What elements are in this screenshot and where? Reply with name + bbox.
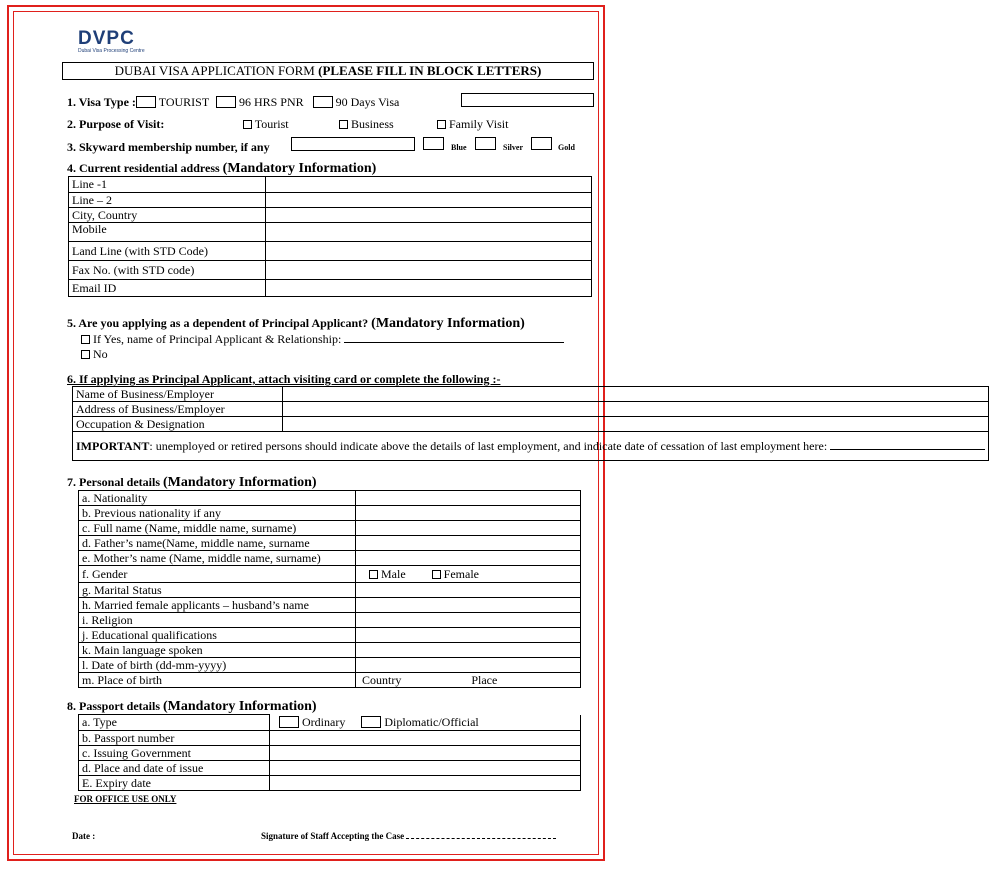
- table-row: Land Line (with STD Code): [69, 242, 592, 261]
- form-title: DUBAI VISA APPLICATION FORM (PLEASE FILL IN BLOCK LETTERS): [62, 62, 594, 80]
- q7-label: 7. Personal details (Mandatory Information): [67, 475, 317, 490]
- q1-visa-type: 1. Visa Type : TOURIST 96 HRS PNR 90 Days Visa: [67, 95, 400, 109]
- table-row: City, Country: [69, 208, 592, 223]
- silver-checkbox[interactable]: [475, 137, 496, 150]
- 96hrs-checkbox[interactable]: [216, 96, 236, 108]
- employer-name-input[interactable]: [283, 387, 989, 402]
- q2-business[interactable]: Business: [339, 117, 394, 131]
- religion-input[interactable]: [356, 613, 581, 628]
- q2-family[interactable]: Family Visit: [437, 117, 508, 131]
- dvpc-logo: DVPC Dubai Visa Processing Centre: [78, 28, 145, 54]
- table-row: Name of Business/Employer: [73, 387, 989, 402]
- previous-nationality-input[interactable]: [356, 506, 581, 521]
- personal-details-table: [78, 490, 581, 688]
- q5-yes-option[interactable]: If Yes, name of Principal Applicant & Relationship:: [81, 332, 564, 346]
- mobile-input[interactable]: [266, 223, 592, 242]
- table-row: d. Father’s name(Name, middle name, surname: [79, 536, 581, 551]
- date-label: Date :: [72, 831, 96, 841]
- fax-input[interactable]: [266, 261, 592, 280]
- nationality-input[interactable]: [356, 491, 581, 506]
- father-name-input[interactable]: [356, 536, 581, 551]
- address-line1-input[interactable]: [266, 177, 592, 193]
- table-row: a. Nationality: [79, 491, 581, 506]
- address-line2-input[interactable]: [266, 193, 592, 208]
- cessation-date-input[interactable]: [830, 442, 985, 450]
- q6-label: 6. If applying as Principal Applicant, attach visiting card or complete the following :-: [67, 372, 501, 386]
- table-row: c. Full name (Name, middle name, surname): [79, 521, 581, 536]
- full-name-input[interactable]: [356, 521, 581, 536]
- employer-table: [72, 386, 989, 461]
- passport-table: [78, 714, 581, 791]
- table-row: j. Educational qualifications: [79, 628, 581, 643]
- q3-label: 3. Skyward membership number, if any: [67, 140, 270, 154]
- email-input[interactable]: [266, 280, 592, 297]
- family-visit-checkbox[interactable]: [437, 120, 446, 129]
- passport-type-cell: Ordinary Diplomatic/Official: [270, 715, 581, 731]
- male-checkbox[interactable]: [369, 570, 378, 579]
- table-row: d. Place and date of issue: [79, 761, 581, 776]
- tourist-checkbox[interactable]: [136, 96, 156, 108]
- table-row: g. Marital Status: [79, 583, 581, 598]
- q4-label: 4. Current residential address (Mandatory Information): [67, 161, 377, 176]
- q2-tourist[interactable]: Tourist: [243, 117, 289, 131]
- city-country-input[interactable]: [266, 208, 592, 223]
- blue-checkbox[interactable]: [423, 137, 444, 150]
- issuing-government-input[interactable]: [270, 746, 581, 761]
- table-row: E. Expiry date: [79, 776, 581, 791]
- table-row: Occupation & Designation: [73, 417, 989, 432]
- table-row: Fax No. (with STD code): [69, 261, 592, 280]
- tourist-purpose-checkbox[interactable]: [243, 120, 252, 129]
- expiry-date-input[interactable]: [270, 776, 581, 791]
- q5-no-option[interactable]: No: [81, 347, 108, 361]
- diplomatic-checkbox[interactable]: [361, 716, 381, 728]
- table-row: [73, 432, 989, 461]
- table-row: e. Mother’s name (Name, middle name, surname): [79, 551, 581, 566]
- yes-checkbox[interactable]: [81, 335, 90, 344]
- table-row: b. Passport number: [79, 731, 581, 746]
- visa-type-input[interactable]: [461, 93, 594, 107]
- landline-input[interactable]: [266, 242, 592, 261]
- signature-input[interactable]: [406, 831, 556, 839]
- important-note: IMPORTANT: unemployed or retired persons should indicate above the details of last employment, and indicate date of cessation of last employment here:: [73, 432, 989, 461]
- table-row: l. Date of birth (dd-mm-yyyy): [79, 658, 581, 673]
- table-row: h. Married female applicants – husband’s name: [79, 598, 581, 613]
- mother-name-input[interactable]: [356, 551, 581, 566]
- table-row: Mobile: [69, 223, 592, 242]
- ordinary-checkbox[interactable]: [279, 716, 299, 728]
- office-use-label: FOR OFFICE USE ONLY: [74, 794, 177, 804]
- q2-label: 2. Purpose of Visit:: [67, 117, 165, 131]
- female-checkbox[interactable]: [432, 570, 441, 579]
- principal-applicant-input[interactable]: [344, 333, 564, 343]
- issue-place-date-input[interactable]: [270, 761, 581, 776]
- gender-cell: Male Female: [356, 566, 581, 583]
- q5-label: 5. Are you applying as a dependent of Principal Applicant? (Mandatory Information): [67, 316, 525, 331]
- q8-label: 8. Passport details (Mandatory Information): [67, 699, 317, 714]
- occupation-input[interactable]: [283, 417, 989, 432]
- employer-address-input[interactable]: [283, 402, 989, 417]
- signature-label: Signature of Staff Accepting the Case: [261, 831, 556, 841]
- education-input[interactable]: [356, 628, 581, 643]
- table-row: a. Type Ordinary Diplomatic/Official: [79, 715, 581, 731]
- husband-name-input[interactable]: [356, 598, 581, 613]
- table-row: k. Main language spoken: [79, 643, 581, 658]
- skyward-number-input[interactable]: [291, 137, 415, 151]
- birthplace-cell[interactable]: Country Place: [356, 673, 581, 688]
- table-row: i. Religion: [79, 613, 581, 628]
- no-checkbox[interactable]: [81, 350, 90, 359]
- language-input[interactable]: [356, 643, 581, 658]
- gold-checkbox[interactable]: [531, 137, 552, 150]
- 90days-checkbox[interactable]: [313, 96, 333, 108]
- table-row: Line -1: [69, 177, 592, 193]
- table-row: c. Issuing Government: [79, 746, 581, 761]
- table-row: Email ID: [69, 280, 592, 297]
- business-checkbox[interactable]: [339, 120, 348, 129]
- table-row: f. Gender Male Female: [79, 566, 581, 583]
- table-row: m. Place of birth Country Place: [79, 673, 581, 688]
- dob-input[interactable]: [356, 658, 581, 673]
- passport-number-input[interactable]: [270, 731, 581, 746]
- address-table: [68, 176, 592, 297]
- table-row: b. Previous nationality if any: [79, 506, 581, 521]
- table-row: Line – 2: [69, 193, 592, 208]
- marital-status-input[interactable]: [356, 583, 581, 598]
- table-row: Address of Business/Employer: [73, 402, 989, 417]
